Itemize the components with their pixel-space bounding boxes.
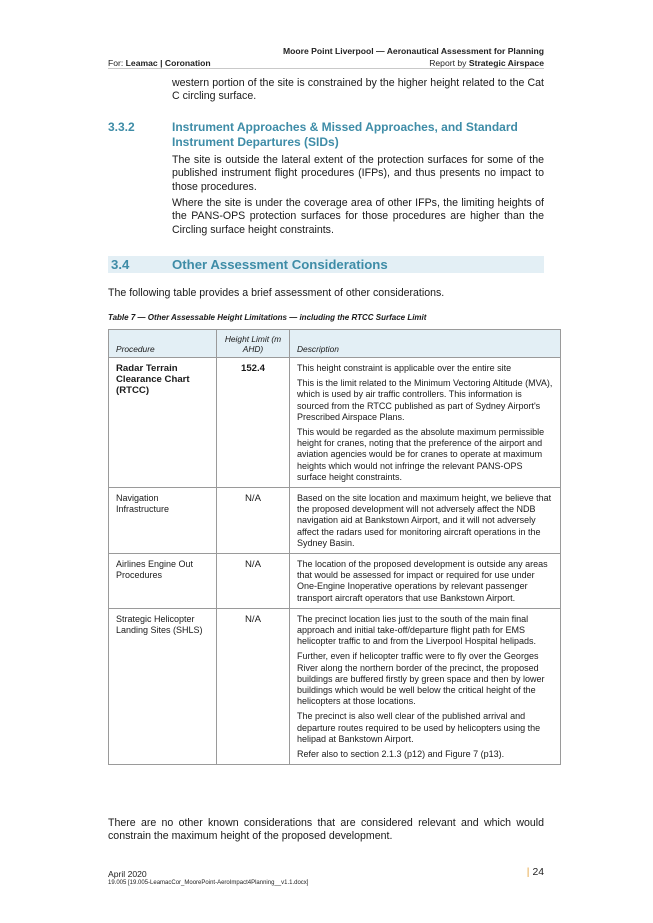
column-header-description: Description bbox=[290, 330, 561, 358]
procedure-cell: Radar Terrain Clearance Chart (RTCC) bbox=[109, 358, 217, 488]
description-paragraph: The precinct is also well clear of the published arrival and departure routes required to be used by helicopters using the helipad at Bankstown Airport. bbox=[297, 711, 541, 744]
table-row bbox=[109, 608, 561, 764]
description-cell bbox=[290, 488, 561, 554]
procedure-cell: Airlines Engine Out Procedures bbox=[109, 554, 217, 609]
description-paragraph: Based on the site location and maximum height, we believe that the proposed development will not adversely affect the NDB navigation aid at Bankstown Airport, and it will not adversely affect the radars used for monitoring aircraft operations in the Sydney Basin. bbox=[297, 493, 552, 548]
header-for-prefix: For: bbox=[108, 58, 126, 68]
table-row bbox=[109, 358, 561, 488]
header-client-name: Leamac | Coronation bbox=[125, 58, 211, 68]
description-paragraph: This would be regarded as the absolute maximum permissible height for cranes, noting that the preference of the airport and aviation agencies would be for cranes to operate at maximum heights which would not infringe the relevant PANS-OPS surface height constraints. bbox=[297, 427, 545, 482]
closing-paragraph: There are no other known considerations that are considered relevant and which would constrain the maximum height of the proposed development. bbox=[108, 817, 544, 843]
section-3-3-2-paragraph-2: Where the site is under the coverage area of other IFPs, the limiting heights of the PANS-OPS protection surfaces for those procedures are higher than the Circling surface height constraints. bbox=[172, 197, 544, 236]
description-paragraph: Further, even if helicopter traffic were to fly over the Georges River along the northern border of the precinct, the proposed buildings are buffered firstly by green space and then by lower buildings which would be well below the critical height of the helicopters at those locations. bbox=[297, 651, 545, 707]
column-header-procedure: Procedure bbox=[109, 330, 217, 358]
intro-paragraph: western portion of the site is constrained by the higher height related to the Cat C circling surface. bbox=[172, 77, 544, 103]
table-header-row bbox=[109, 330, 561, 358]
header-report-prefix: Report by bbox=[429, 58, 469, 68]
page-separator: | bbox=[526, 867, 530, 878]
running-header-title: Moore Point Liverpool — Aeronautical Assessment for Planning bbox=[282, 46, 544, 56]
height-cell: 152.4 bbox=[217, 358, 290, 488]
description-paragraph: The precinct location lies just to the south of the main final approach and initial take-off/departure flight path for EMS helicopter traffic to and from the Liverpool Hospital helipads. bbox=[297, 613, 536, 647]
height-cell: N/A bbox=[217, 488, 290, 554]
procedure-cell: Strategic Helicopter Landing Sites (SHLS) bbox=[109, 608, 217, 764]
page-number: 24 bbox=[532, 867, 544, 878]
height-cell: N/A bbox=[217, 608, 290, 764]
description-cell bbox=[290, 358, 561, 488]
header-divider bbox=[108, 68, 544, 69]
table-caption: Table 7 — Other Assessable Height Limitations — including the RTCC Surface Limit bbox=[108, 313, 427, 322]
description-cell bbox=[290, 608, 561, 764]
running-header-author bbox=[429, 58, 544, 68]
running-header-client bbox=[108, 58, 211, 68]
footer-date: April 2020 bbox=[108, 869, 147, 879]
description-cell bbox=[290, 554, 561, 609]
section-3-4-intro: The following table provides a brief assessment of other considerations. bbox=[108, 287, 445, 299]
footer-filename: 19.005 [19.005-LeamacCor_MoorePoint-AeroImpact4Planning__v1.1.docx] bbox=[108, 880, 309, 886]
assessment-table bbox=[108, 329, 561, 765]
section-3-4-number: 3.4 bbox=[111, 257, 130, 272]
column-header-height: Height Limit (m AHD) bbox=[217, 330, 290, 358]
description-paragraph: The location of the proposed development is outside any areas that would be assessed for impact or required for use under One-Engine Inoperative operations by relevant passenger transport aircraft operators that use Bankstown Airport. bbox=[297, 559, 548, 603]
section-3-4-heading-band bbox=[108, 256, 544, 273]
section-3-3-2-heading: Instrument Approaches & Missed Approaches, and Standard Instrument Departures (SIDs) bbox=[172, 120, 518, 149]
section-3-4-heading: Other Assessment Considerations bbox=[172, 257, 388, 272]
description-paragraph: Refer also to section 2.1.3 (p12) and Figure 7 (p13). bbox=[297, 749, 505, 760]
section-3-3-2-paragraph-1: The site is outside the lateral extent of the protection surfaces for some of the published instrument flight procedures (IFPs), and thus presents no impact to those procedures. bbox=[172, 154, 544, 193]
description-paragraph: This height constraint is applicable over the entire site bbox=[297, 363, 512, 373]
footer-page-number bbox=[527, 867, 544, 878]
section-3-3-2-number: 3.3.2 bbox=[108, 120, 135, 134]
header-author-name: Strategic Airspace bbox=[468, 58, 544, 68]
description-paragraph: This is the limit related to the Minimum Vectoring Altitude (MVA), which is used by air traffic controllers. This information is sourced from the RTCC published as part of Sydney Airport's Prescribed Airspace Plans. bbox=[297, 378, 553, 422]
table-row bbox=[109, 554, 561, 609]
height-cell: N/A bbox=[217, 554, 290, 609]
procedure-cell: Navigation Infrastructure bbox=[109, 488, 217, 554]
table-row bbox=[109, 488, 561, 554]
